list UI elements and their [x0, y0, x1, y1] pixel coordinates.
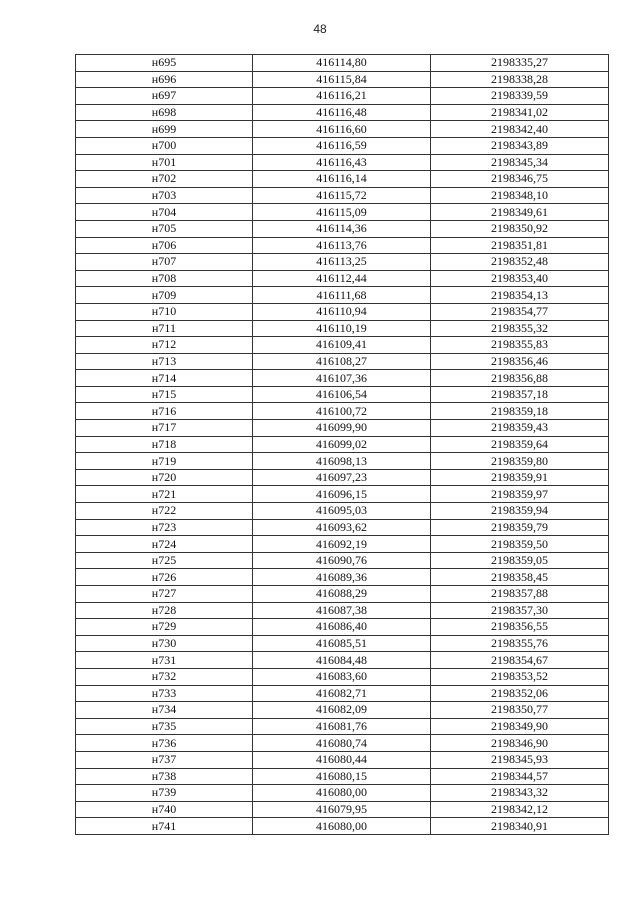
- point-id-cell: н717: [76, 420, 253, 437]
- point-id-cell: н708: [76, 270, 253, 287]
- point-id-cell: н725: [76, 552, 253, 569]
- y-coordinate-cell: 2198346,90: [431, 735, 609, 752]
- coordinates-table: [75, 54, 609, 835]
- x-coordinate-cell: 416085,51: [253, 635, 431, 652]
- point-id-cell: н736: [76, 735, 253, 752]
- point-id-cell: н722: [76, 503, 253, 520]
- y-coordinate-cell: 2198359,50: [431, 536, 609, 553]
- x-coordinate-cell: 416110,19: [253, 320, 431, 337]
- y-coordinate-cell: 2198353,40: [431, 270, 609, 287]
- point-id-cell: н695: [76, 55, 253, 72]
- x-coordinate-cell: 416096,15: [253, 486, 431, 503]
- table-row: [76, 718, 609, 735]
- table-row: [76, 237, 609, 254]
- x-coordinate-cell: 416080,44: [253, 751, 431, 768]
- x-coordinate-cell: 416100,72: [253, 403, 431, 420]
- table-row: [76, 702, 609, 719]
- point-id-cell: н735: [76, 718, 253, 735]
- point-id-cell: н728: [76, 602, 253, 619]
- x-coordinate-cell: 416116,14: [253, 171, 431, 188]
- y-coordinate-cell: 2198359,43: [431, 420, 609, 437]
- x-coordinate-cell: 416115,72: [253, 187, 431, 204]
- y-coordinate-cell: 2198357,88: [431, 586, 609, 603]
- y-coordinate-cell: 2198349,61: [431, 204, 609, 221]
- x-coordinate-cell: 416115,84: [253, 71, 431, 88]
- y-coordinate-cell: 2198350,92: [431, 220, 609, 237]
- x-coordinate-cell: 416095,03: [253, 503, 431, 520]
- point-id-cell: н718: [76, 436, 253, 453]
- point-id-cell: н700: [76, 137, 253, 154]
- point-id-cell: н701: [76, 154, 253, 171]
- x-coordinate-cell: 416093,62: [253, 519, 431, 536]
- point-id-cell: н733: [76, 685, 253, 702]
- point-id-cell: н741: [76, 818, 253, 835]
- y-coordinate-cell: 2198353,52: [431, 668, 609, 685]
- table-row: [76, 735, 609, 752]
- y-coordinate-cell: 2198348,10: [431, 187, 609, 204]
- y-coordinate-cell: 2198345,34: [431, 154, 609, 171]
- table-row: [76, 668, 609, 685]
- table-row: [76, 602, 609, 619]
- x-coordinate-cell: 416090,76: [253, 552, 431, 569]
- table-row: [76, 88, 609, 105]
- point-id-cell: н702: [76, 171, 253, 188]
- y-coordinate-cell: 2198341,02: [431, 104, 609, 121]
- point-id-cell: н706: [76, 237, 253, 254]
- y-coordinate-cell: 2198338,28: [431, 71, 609, 88]
- point-id-cell: н698: [76, 104, 253, 121]
- x-coordinate-cell: 416086,40: [253, 619, 431, 636]
- y-coordinate-cell: 2198349,90: [431, 718, 609, 735]
- table-row: [76, 121, 609, 138]
- x-coordinate-cell: 416116,43: [253, 154, 431, 171]
- point-id-cell: н704: [76, 204, 253, 221]
- point-id-cell: н740: [76, 801, 253, 818]
- x-coordinate-cell: 416107,36: [253, 370, 431, 387]
- y-coordinate-cell: 2198359,79: [431, 519, 609, 536]
- y-coordinate-cell: 2198350,77: [431, 702, 609, 719]
- point-id-cell: н739: [76, 785, 253, 802]
- y-coordinate-cell: 2198359,64: [431, 436, 609, 453]
- table-row: [76, 536, 609, 553]
- point-id-cell: н709: [76, 287, 253, 304]
- point-id-cell: н731: [76, 652, 253, 669]
- x-coordinate-cell: 416116,59: [253, 137, 431, 154]
- point-id-cell: н707: [76, 254, 253, 271]
- x-coordinate-cell: 416116,48: [253, 104, 431, 121]
- y-coordinate-cell: 2198343,32: [431, 785, 609, 802]
- x-coordinate-cell: 416110,94: [253, 303, 431, 320]
- y-coordinate-cell: 2198342,40: [431, 121, 609, 138]
- x-coordinate-cell: 416081,76: [253, 718, 431, 735]
- x-coordinate-cell: 416088,29: [253, 586, 431, 603]
- table-row: [76, 685, 609, 702]
- table-row: [76, 635, 609, 652]
- point-id-cell: н713: [76, 353, 253, 370]
- x-coordinate-cell: 416114,80: [253, 55, 431, 72]
- x-coordinate-cell: 416109,41: [253, 337, 431, 354]
- y-coordinate-cell: 2198345,93: [431, 751, 609, 768]
- table-row: [76, 171, 609, 188]
- x-coordinate-cell: 416080,15: [253, 768, 431, 785]
- x-coordinate-cell: 416116,21: [253, 88, 431, 105]
- y-coordinate-cell: 2198355,32: [431, 320, 609, 337]
- x-coordinate-cell: 416084,48: [253, 652, 431, 669]
- table-row: [76, 337, 609, 354]
- x-coordinate-cell: 416089,36: [253, 569, 431, 586]
- y-coordinate-cell: 2198359,91: [431, 469, 609, 486]
- y-coordinate-cell: 2198358,45: [431, 569, 609, 586]
- x-coordinate-cell: 416082,09: [253, 702, 431, 719]
- table-row: [76, 403, 609, 420]
- y-coordinate-cell: 2198357,30: [431, 602, 609, 619]
- x-coordinate-cell: 416099,02: [253, 436, 431, 453]
- x-coordinate-cell: 416083,60: [253, 668, 431, 685]
- y-coordinate-cell: 2198355,83: [431, 337, 609, 354]
- point-id-cell: н703: [76, 187, 253, 204]
- y-coordinate-cell: 2198354,13: [431, 287, 609, 304]
- x-coordinate-cell: 416113,76: [253, 237, 431, 254]
- x-coordinate-cell: 416112,44: [253, 270, 431, 287]
- point-id-cell: н705: [76, 220, 253, 237]
- table-row: [76, 818, 609, 835]
- x-coordinate-cell: 416097,23: [253, 469, 431, 486]
- y-coordinate-cell: 2198344,57: [431, 768, 609, 785]
- x-coordinate-cell: 416082,71: [253, 685, 431, 702]
- x-coordinate-cell: 416099,90: [253, 420, 431, 437]
- x-coordinate-cell: 416079,95: [253, 801, 431, 818]
- table-row: [76, 619, 609, 636]
- point-id-cell: н729: [76, 619, 253, 636]
- y-coordinate-cell: 2198339,59: [431, 88, 609, 105]
- point-id-cell: н711: [76, 320, 253, 337]
- x-coordinate-cell: 416087,38: [253, 602, 431, 619]
- point-id-cell: н724: [76, 536, 253, 553]
- point-id-cell: н732: [76, 668, 253, 685]
- point-id-cell: н726: [76, 569, 253, 586]
- y-coordinate-cell: 2198335,27: [431, 55, 609, 72]
- table-row: [76, 436, 609, 453]
- y-coordinate-cell: 2198352,48: [431, 254, 609, 271]
- table-row: [76, 303, 609, 320]
- x-coordinate-cell: 416092,19: [253, 536, 431, 553]
- x-coordinate-cell: 416080,00: [253, 785, 431, 802]
- table-row: [76, 287, 609, 304]
- table-row: [76, 586, 609, 603]
- x-coordinate-cell: 416116,60: [253, 121, 431, 138]
- table-row: [76, 420, 609, 437]
- table-row: [76, 220, 609, 237]
- table-row: [76, 785, 609, 802]
- table-row: [76, 71, 609, 88]
- x-coordinate-cell: 416098,13: [253, 453, 431, 470]
- table-row: [76, 154, 609, 171]
- y-coordinate-cell: 2198359,05: [431, 552, 609, 569]
- point-id-cell: н719: [76, 453, 253, 470]
- table-row: [76, 569, 609, 586]
- table-row: [76, 552, 609, 569]
- point-id-cell: н699: [76, 121, 253, 138]
- point-id-cell: н738: [76, 768, 253, 785]
- table-row: [76, 270, 609, 287]
- point-id-cell: н696: [76, 71, 253, 88]
- y-coordinate-cell: 2198359,94: [431, 503, 609, 520]
- y-coordinate-cell: 2198356,55: [431, 619, 609, 636]
- table-row: [76, 320, 609, 337]
- x-coordinate-cell: 416113,25: [253, 254, 431, 271]
- point-id-cell: н737: [76, 751, 253, 768]
- x-coordinate-cell: 416108,27: [253, 353, 431, 370]
- table-row: [76, 503, 609, 520]
- y-coordinate-cell: 2198359,18: [431, 403, 609, 420]
- table-row: [76, 187, 609, 204]
- coordinates-table-body: [76, 55, 609, 835]
- y-coordinate-cell: 2198352,06: [431, 685, 609, 702]
- table-row: [76, 519, 609, 536]
- point-id-cell: н697: [76, 88, 253, 105]
- y-coordinate-cell: 2198356,88: [431, 370, 609, 387]
- point-id-cell: н721: [76, 486, 253, 503]
- table-row: [76, 104, 609, 121]
- table-row: [76, 55, 609, 72]
- y-coordinate-cell: 2198357,18: [431, 386, 609, 403]
- y-coordinate-cell: 2198359,97: [431, 486, 609, 503]
- x-coordinate-cell: 416115,09: [253, 204, 431, 221]
- y-coordinate-cell: 2198340,91: [431, 818, 609, 835]
- x-coordinate-cell: 416114,36: [253, 220, 431, 237]
- point-id-cell: н714: [76, 370, 253, 387]
- x-coordinate-cell: 416111,68: [253, 287, 431, 304]
- point-id-cell: н715: [76, 386, 253, 403]
- point-id-cell: н710: [76, 303, 253, 320]
- table-row: [76, 469, 609, 486]
- y-coordinate-cell: 2198342,12: [431, 801, 609, 818]
- x-coordinate-cell: 416080,00: [253, 818, 431, 835]
- y-coordinate-cell: 2198351,81: [431, 237, 609, 254]
- y-coordinate-cell: 2198354,67: [431, 652, 609, 669]
- table-row: [76, 353, 609, 370]
- y-coordinate-cell: 2198343,89: [431, 137, 609, 154]
- point-id-cell: н734: [76, 702, 253, 719]
- table-row: [76, 801, 609, 818]
- point-id-cell: н727: [76, 586, 253, 603]
- point-id-cell: н723: [76, 519, 253, 536]
- y-coordinate-cell: 2198354,77: [431, 303, 609, 320]
- table-row: [76, 137, 609, 154]
- table-row: [76, 768, 609, 785]
- table-row: [76, 652, 609, 669]
- table-row: [76, 254, 609, 271]
- point-id-cell: н720: [76, 469, 253, 486]
- y-coordinate-cell: 2198356,46: [431, 353, 609, 370]
- table-row: [76, 370, 609, 387]
- point-id-cell: н716: [76, 403, 253, 420]
- point-id-cell: н730: [76, 635, 253, 652]
- table-row: [76, 204, 609, 221]
- point-id-cell: н712: [76, 337, 253, 354]
- table-row: [76, 751, 609, 768]
- page-number: 48: [313, 22, 327, 36]
- y-coordinate-cell: 2198355,76: [431, 635, 609, 652]
- x-coordinate-cell: 416080,74: [253, 735, 431, 752]
- x-coordinate-cell: 416106,54: [253, 386, 431, 403]
- y-coordinate-cell: 2198359,80: [431, 453, 609, 470]
- y-coordinate-cell: 2198346,75: [431, 171, 609, 188]
- table-row: [76, 386, 609, 403]
- table-row: [76, 453, 609, 470]
- table-row: [76, 486, 609, 503]
